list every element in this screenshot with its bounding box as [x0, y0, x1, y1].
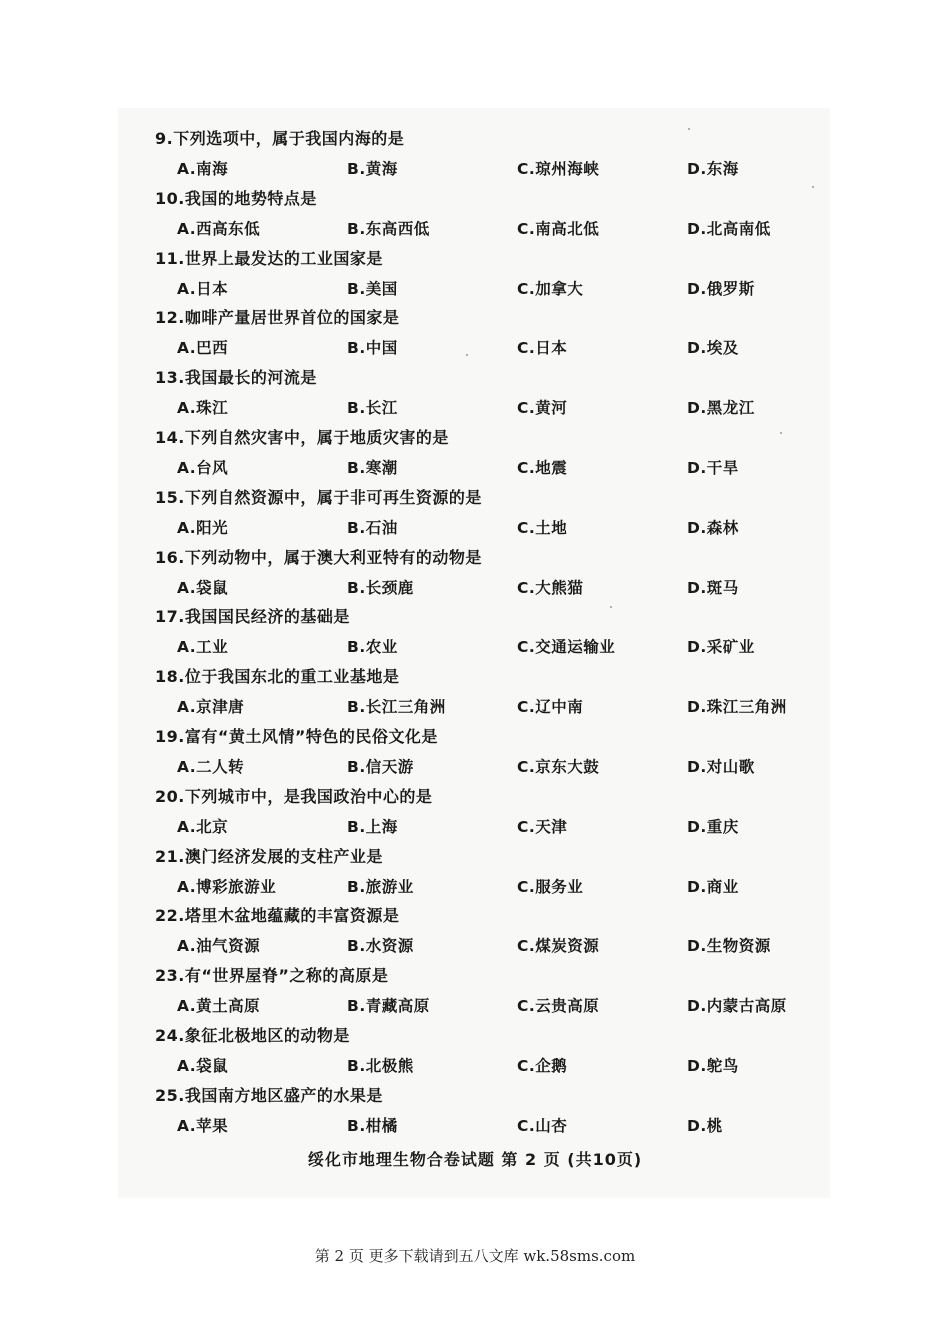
option-b: B.青藏高原 — [347, 997, 430, 1016]
option-b: B.东高西低 — [347, 219, 430, 238]
question-item — [155, 425, 835, 485]
option-d: D.对山歌 — [687, 757, 755, 776]
option-d: D.重庆 — [687, 817, 739, 836]
option-a: A.油气资源 — [177, 937, 261, 956]
question-stem: 10.我国的地势特点是 — [155, 188, 317, 208]
option-c: C.日本 — [517, 339, 568, 358]
option-d: D.俄罗斯 — [687, 279, 755, 298]
option-d: D.东海 — [687, 160, 739, 178]
option-d: D.桃 — [687, 1116, 723, 1135]
answer-options — [177, 456, 837, 480]
option-c: C.加拿大 — [517, 279, 584, 298]
answer-options — [177, 217, 837, 241]
option-a: A.黄土高原 — [177, 997, 261, 1016]
answer-options — [177, 277, 837, 301]
answer-options — [177, 934, 837, 958]
option-c: C.琼州海峡 — [517, 160, 600, 178]
option-b: B.石油 — [347, 518, 398, 537]
question-stem: 21.澳门经济发展的支柱产业是 — [155, 846, 383, 866]
option-d: D.斑马 — [687, 578, 739, 597]
option-a: A.袋鼠 — [177, 1056, 229, 1075]
option-c: C.交通运输业 — [517, 638, 616, 657]
option-a: A.京津唐 — [177, 698, 245, 717]
question-stem: 20.下列城市中，是我国政治中心的是 — [155, 786, 433, 806]
question-item — [155, 126, 835, 186]
option-b: B.上海 — [347, 817, 398, 836]
option-b: B.水资源 — [347, 937, 414, 956]
question-item — [155, 305, 835, 365]
question-stem: 13.我国最长的河流是 — [155, 368, 317, 388]
option-b: B.长颈鹿 — [347, 578, 414, 597]
answer-options — [177, 576, 837, 600]
option-b: B.农业 — [347, 638, 398, 657]
option-d: D.森林 — [687, 518, 739, 537]
question-stem: 23.有“世界屋脊”之称的高原是 — [155, 966, 389, 986]
option-b: B.长江三角洲 — [347, 698, 446, 717]
question-item — [155, 724, 835, 784]
option-a: A.苹果 — [177, 1116, 229, 1135]
option-c: C.煤炭资源 — [517, 937, 600, 956]
question-stem: 22.塔里木盆地蕴藏的丰富资源是 — [155, 906, 400, 926]
option-a: A.南海 — [177, 160, 229, 178]
question-item — [155, 604, 835, 664]
option-a: A.北京 — [177, 817, 229, 836]
answer-options — [177, 396, 837, 420]
question-item — [155, 1083, 835, 1143]
option-c: C.服务业 — [517, 877, 584, 896]
option-a: A.珠江 — [177, 399, 229, 418]
answer-options — [177, 1054, 837, 1078]
question-list — [155, 126, 835, 1143]
option-c: C.京东大鼓 — [517, 757, 600, 776]
question-stem: 18.位于我国东北的重工业基地是 — [155, 667, 400, 687]
question-stem: 12.咖啡产量居世界首位的国家是 — [155, 308, 400, 328]
option-a: A.西高东低 — [177, 219, 261, 238]
option-b: B.柑橘 — [347, 1116, 398, 1135]
question-item — [155, 246, 835, 306]
option-b: B.美国 — [347, 279, 398, 298]
site-footer: 第 2 页 更多下载请到五八文库 wk.58sms.com — [314, 1247, 636, 1265]
question-item — [155, 365, 835, 425]
question-item — [155, 844, 835, 904]
option-c: C.南高北低 — [517, 219, 600, 238]
exam-page-footer: 绥化市地理生物合卷试题 第 2 页 (共10页) — [307, 1150, 643, 1169]
option-a: A.阳光 — [177, 518, 229, 537]
option-a: A.博彩旅游业 — [177, 877, 277, 896]
option-b: B.黄海 — [347, 160, 398, 178]
option-b: B.长江 — [347, 399, 398, 418]
answer-options — [177, 755, 837, 779]
option-d: D.珠江三角洲 — [687, 698, 787, 717]
question-stem: 16.下列动物中，属于澳大利亚特有的动物是 — [155, 547, 482, 567]
option-b: B.信天游 — [347, 757, 414, 776]
option-c: C.地震 — [517, 458, 568, 477]
option-d: D.生物资源 — [687, 937, 771, 956]
option-c: C.大熊猫 — [517, 578, 584, 597]
option-c: C.天津 — [517, 817, 568, 836]
option-b: B.中国 — [347, 339, 398, 358]
option-b: B.旅游业 — [347, 877, 414, 896]
answer-options — [177, 1114, 837, 1138]
answer-options — [177, 516, 837, 540]
question-stem: 11.世界上最发达的工业国家是 — [155, 248, 383, 268]
option-d: D.干旱 — [687, 458, 739, 477]
option-a: A.袋鼠 — [177, 578, 229, 597]
answer-options — [177, 815, 837, 839]
option-d: D.埃及 — [687, 339, 739, 358]
option-c: C.山杏 — [517, 1116, 568, 1135]
option-c: C.土地 — [517, 518, 568, 537]
question-item — [155, 963, 835, 1023]
option-c: C.黄河 — [517, 399, 568, 418]
option-c: C.云贵高原 — [517, 997, 600, 1016]
answer-options — [177, 157, 837, 181]
answer-options — [177, 336, 837, 360]
option-d: D.内蒙古高原 — [687, 997, 787, 1016]
question-item — [155, 186, 835, 246]
question-stem: 19.富有“黄土风情”特色的民俗文化是 — [155, 726, 438, 746]
option-a: A.二人转 — [177, 757, 245, 776]
option-a: A.巴西 — [177, 339, 229, 358]
question-item — [155, 664, 835, 724]
option-d: D.采矿业 — [687, 638, 755, 657]
option-a: A.日本 — [177, 279, 229, 298]
question-stem: 15.下列自然资源中，属于非可再生资源的是 — [155, 487, 482, 507]
answer-options — [177, 635, 837, 659]
question-stem: 24.象征北极地区的动物是 — [155, 1025, 350, 1045]
option-a: A.台风 — [177, 458, 229, 477]
option-d: D.商业 — [687, 877, 739, 896]
question-stem: 25.我国南方地区盛产的水果是 — [155, 1085, 383, 1105]
answer-options — [177, 695, 837, 719]
question-item — [155, 784, 835, 844]
question-stem: 14.下列自然灾害中，属于地质灾害的是 — [155, 427, 449, 447]
question-item — [155, 1023, 835, 1083]
question-item — [155, 903, 835, 963]
option-a: A.工业 — [177, 638, 229, 657]
question-stem: 17.我国国民经济的基础是 — [155, 607, 350, 627]
option-d: D.鸵鸟 — [687, 1056, 739, 1075]
option-d: D.黑龙江 — [687, 399, 755, 418]
option-b: B.北极熊 — [347, 1056, 414, 1075]
option-c: C.企鹅 — [517, 1056, 568, 1075]
question-item — [155, 485, 835, 545]
option-d: D.北高南低 — [687, 219, 771, 238]
option-c: C.辽中南 — [517, 698, 584, 717]
option-b: B.寒潮 — [347, 458, 398, 477]
question-item — [155, 545, 835, 605]
answer-options — [177, 875, 837, 899]
question-stem: 9.下列选项中，属于我国内海的是 — [155, 129, 405, 148]
answer-options — [177, 994, 837, 1018]
